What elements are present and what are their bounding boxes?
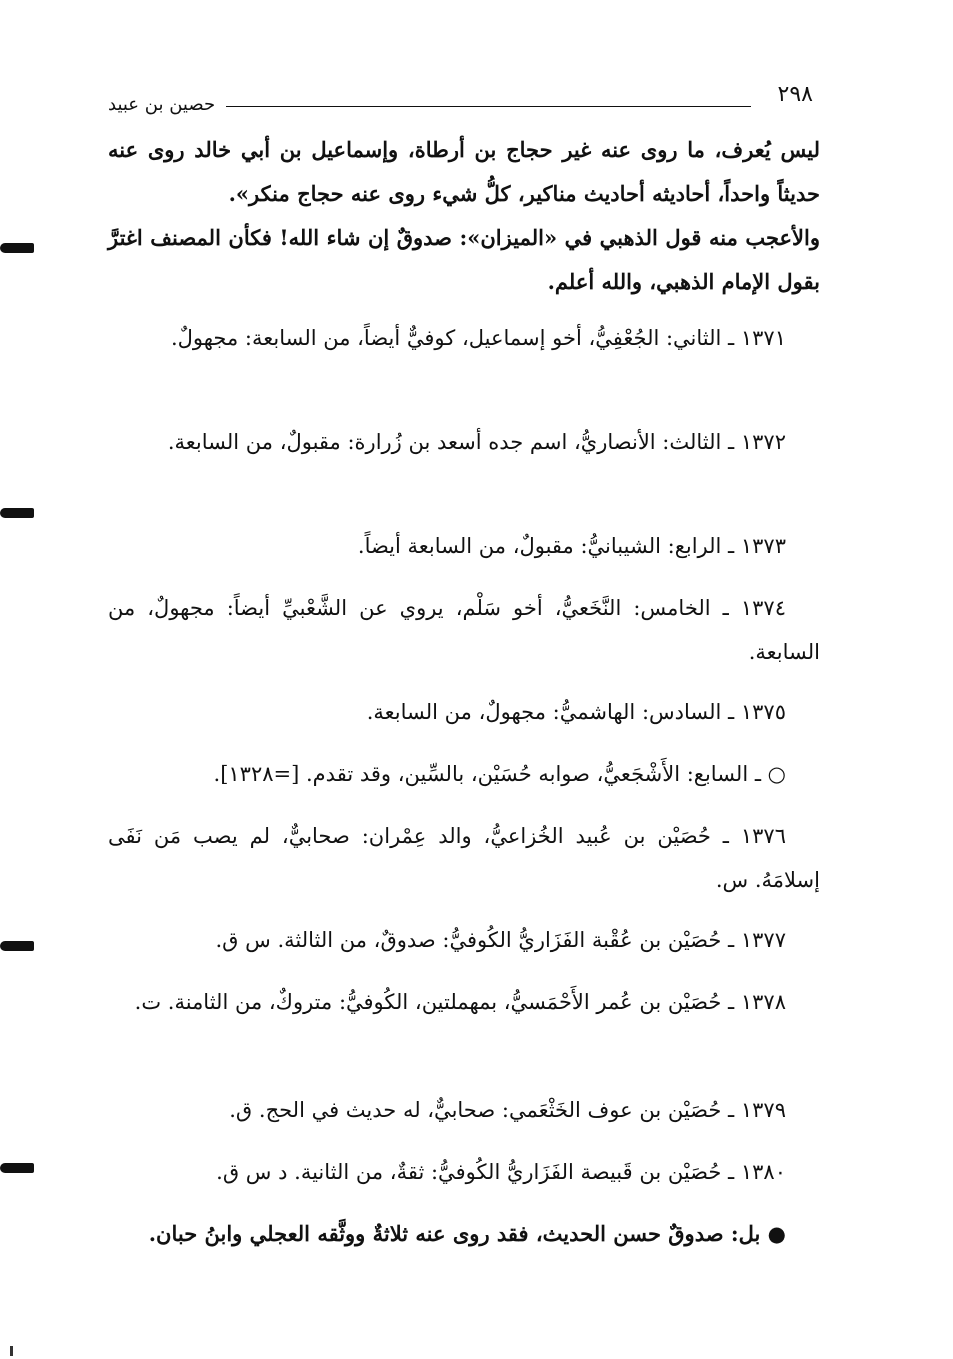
entry-1376: ١٣٧٦ ـ حُصَيْن بن عُبيد الخُزاعيُّ، والد عِمْران: صحابيٌّ، لم يصب مَن نَفَى إسلامَهُ. س.	[108, 824, 820, 892]
page-body	[108, 128, 820, 1298]
running-title: حصين بن عبيد	[108, 94, 216, 115]
running-header	[108, 82, 813, 118]
binding-mark	[0, 1163, 34, 1173]
entry-1378: ١٣٧٨ ـ حُصَيْن بن عُمر الأَحْمَسيُّ، بمهملتين، الكُوفيُّ: متروكٌ، من الثامنة. ت.	[134, 990, 786, 1014]
entry-1372: ١٣٧٢ ـ الثالث: الأنصاريُّ، اسم جده أسعد بن زُرارة: مقبولٌ، من السابعة.	[167, 430, 786, 454]
binding-mark	[0, 243, 34, 253]
scan-speck	[10, 1346, 13, 1356]
entry-1374: ١٣٧٤ ـ الخامس: النَّخَعيُّ، أخو سَلْم، يروي عن الشَّعْبيِّ أيضاً: مجهولٌ، من السابعة.	[108, 596, 820, 664]
editor-note: ● بل: صدوقٌ حسن الحديث، فقد روى عنه ثلاثةٌ ووثَّقه العجلي وابنُ حبان.	[148, 1221, 786, 1246]
entry-1377: ١٣٧٧ ـ حُصَيْن بن عُقْبة الفَزَاريُّ الكُوفيُّ: صدوقٌ، من الثالثة. س ق.	[215, 928, 786, 952]
header-rule	[226, 106, 751, 107]
binding-mark	[0, 508, 34, 518]
intro-paragraph-2: والأعجب منه قول الذهبي في «الميزان»: صدوقٌ إن شاء الله! فكأن المصنف اغترَّ بقول الإمام الذهبي، والله أعلم.	[108, 225, 820, 294]
binding-mark	[0, 941, 34, 951]
intro-paragraph-1: ليس يُعرف، ما روى عنه غير حجاج بن أرطاة، وإسماعيل بن أبي خالد روى عنه حديثاً واحداً، أحاديثه أحاديث مناكير، كلُّ شيء روى عنه حجاج منكر».	[108, 137, 820, 206]
entry-1379: ١٣٧٩ ـ حُصَيْن بن عوف الخَثْعَمي: صحابيٌّ، له حديث في الحج. ق.	[229, 1098, 786, 1122]
entry-1375: ١٣٧٥ ـ السادس: الهاشميُّ: مجهولٌ، من السابعة.	[366, 700, 786, 724]
page-number: ٢٩٨	[777, 82, 813, 107]
entry-1371: ١٣٧١ ـ الثاني: الجُعْفِيُّ، أخو إسماعيل، كوفيٌّ أيضاً، من السابعة: مجهولٌ.	[170, 326, 786, 350]
entry-1373: ١٣٧٣ ـ الرابع: الشيبانيُّ: مقبولٌ، من السابعة أيضاً.	[357, 534, 786, 558]
entry-sabi: ○ ـ السابع: الأَشْجَعيُّ، صوابه حُسَيْن، بالسِّين، وقد تقدم. [=١٣٢٨].	[213, 762, 786, 786]
entry-1380: ١٣٨٠ ـ حُصَيْن بن قَبيصة الفَزَاريُّ الكُوفيُّ: ثقةٌ، من الثانية. د س ق.	[216, 1160, 786, 1184]
